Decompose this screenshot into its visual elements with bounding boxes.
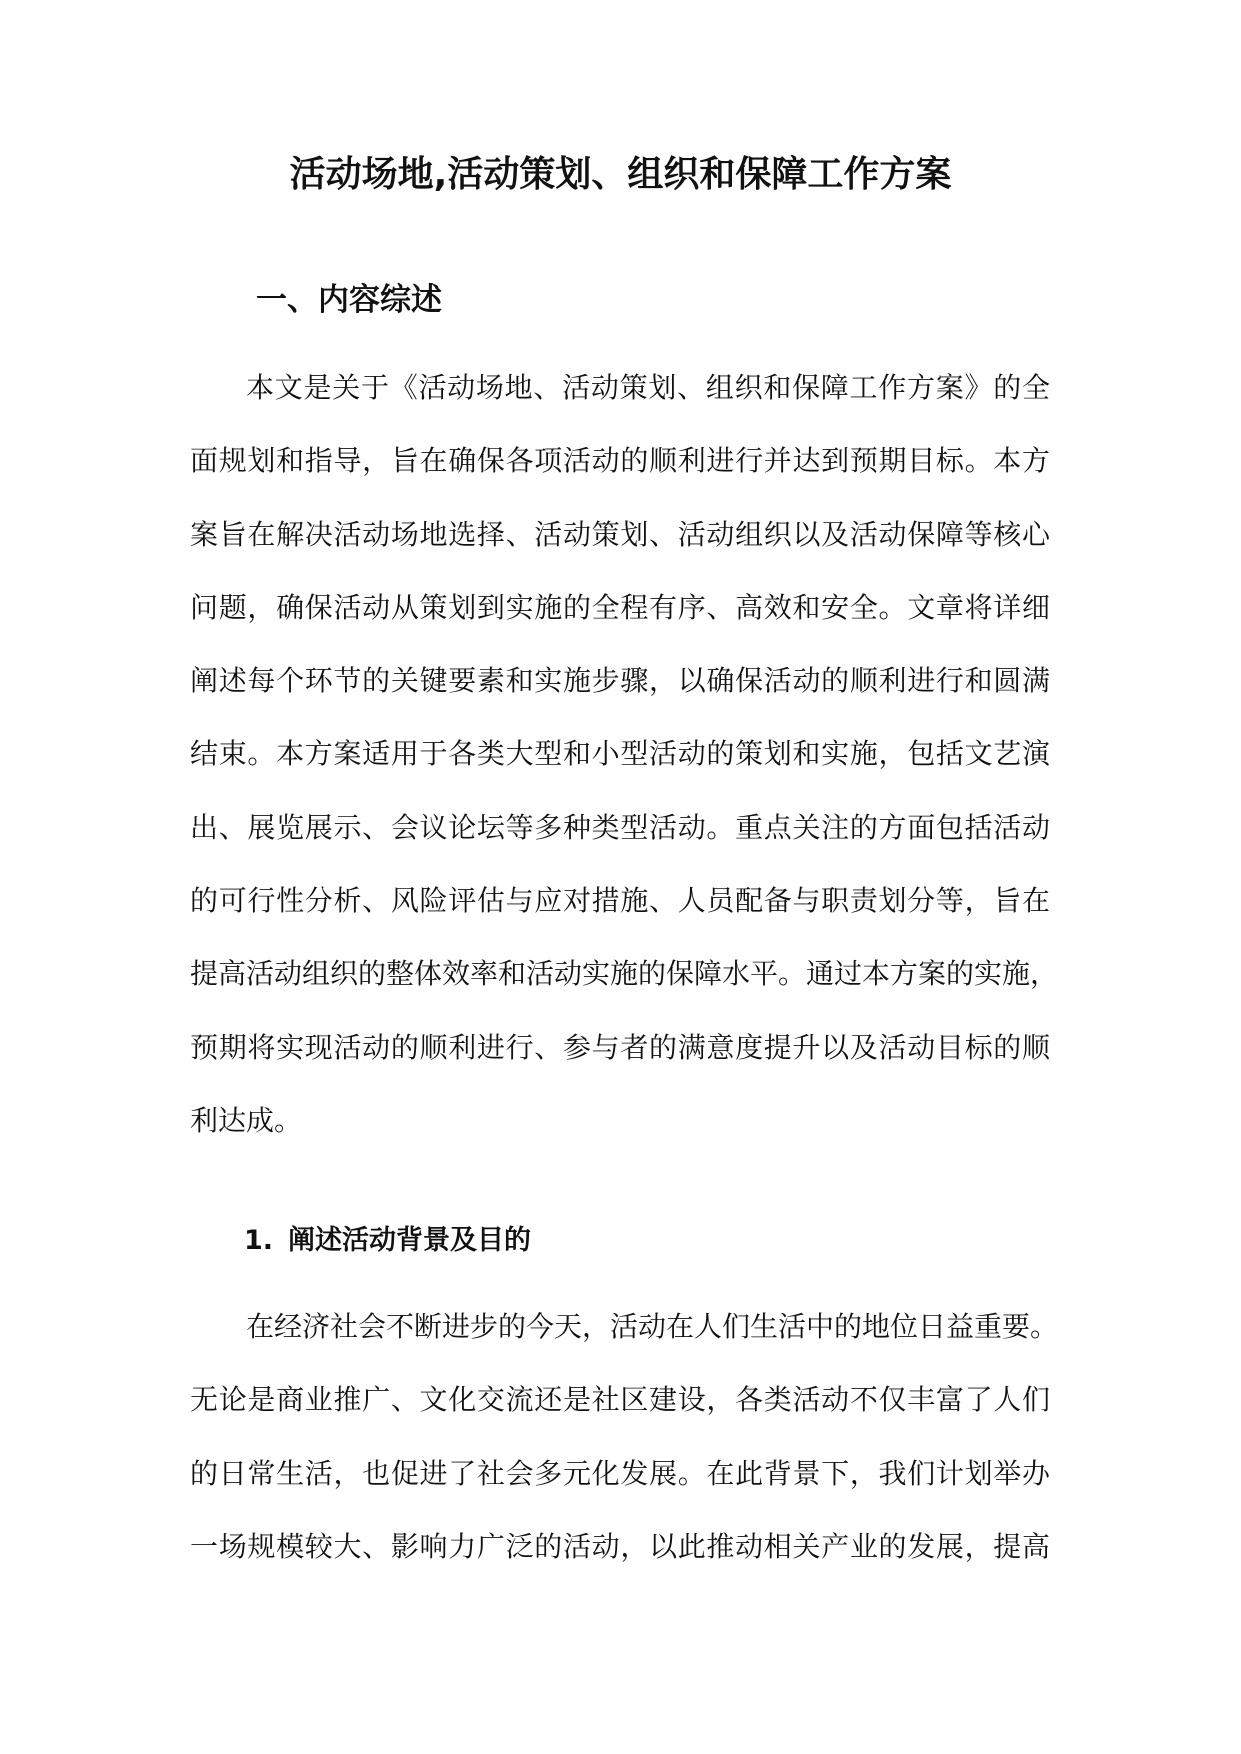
paragraph-line: 一场规模较大、影响力广泛的活动，以此推动相关产业的发展，提高 <box>190 1529 1050 1563</box>
paragraph-line: 无论是商业推广、文化交流还是社区建设，各类活动不仅丰富了人们 <box>190 1383 1050 1417</box>
background-paragraph <box>190 1290 1059 1583</box>
subsection-heading-text: 阐述活动背景及目的 <box>288 1225 531 1256</box>
paragraph-line: 预期将实现活动的顺利进行、参与者的满意度提升以及活动目标的顺 <box>190 1030 1050 1064</box>
paragraph-line: 案旨在解决活动场地选择、活动策划、活动组织以及活动保障等核心 <box>190 517 1050 551</box>
paragraph-line: 的日常生活，也促进了社会多元化发展。在此背景下，我们计划举办 <box>190 1456 1050 1490</box>
paragraph-line: 面规划和指导，旨在确保各项活动的顺利进行并达到预期目标。本方 <box>190 444 1050 478</box>
document-title: 活动场地,活动策划、组织和保障工作方案 <box>289 154 952 195</box>
paragraph-line: 问题，确保活动从策划到实施的全程有序、高效和安全。文章将详细 <box>190 590 1050 624</box>
section-heading-overview: 一、内容综述 <box>256 282 442 318</box>
paragraph-line: 的可行性分析、风险评估与应对措施、人员配备与职责划分等，旨在 <box>190 884 1050 918</box>
paragraph-line: 本文是关于《活动场地、活动策划、组织和保障工作方案》的全 <box>246 371 1050 404</box>
paragraph-line: 阐述每个环节的关键要素和实施步骤，以确保活动的顺利进行和圆满 <box>190 664 1050 698</box>
paragraph-line: 出、展览展示、会议论坛等多种类型活动。重点关注的方面包括活动 <box>190 810 1050 844</box>
subsection-number: 1. <box>244 1225 274 1256</box>
subsection-heading-background <box>244 1221 531 1261</box>
paragraph-line: 结束。本方案适用于各类大型和小型活动的策划和实施，包括文艺演 <box>190 737 1050 771</box>
overview-paragraph <box>190 351 1059 1157</box>
paragraph-line: 在经济社会不断进步的今天，活动在人们生活中的地位日益重要。 <box>246 1310 1059 1343</box>
paragraph-line: 利达成。 <box>190 1103 303 1137</box>
paragraph-line: 提高活动组织的整体效率和活动实施的保障水平。通过本方案的实施， <box>190 957 1059 991</box>
